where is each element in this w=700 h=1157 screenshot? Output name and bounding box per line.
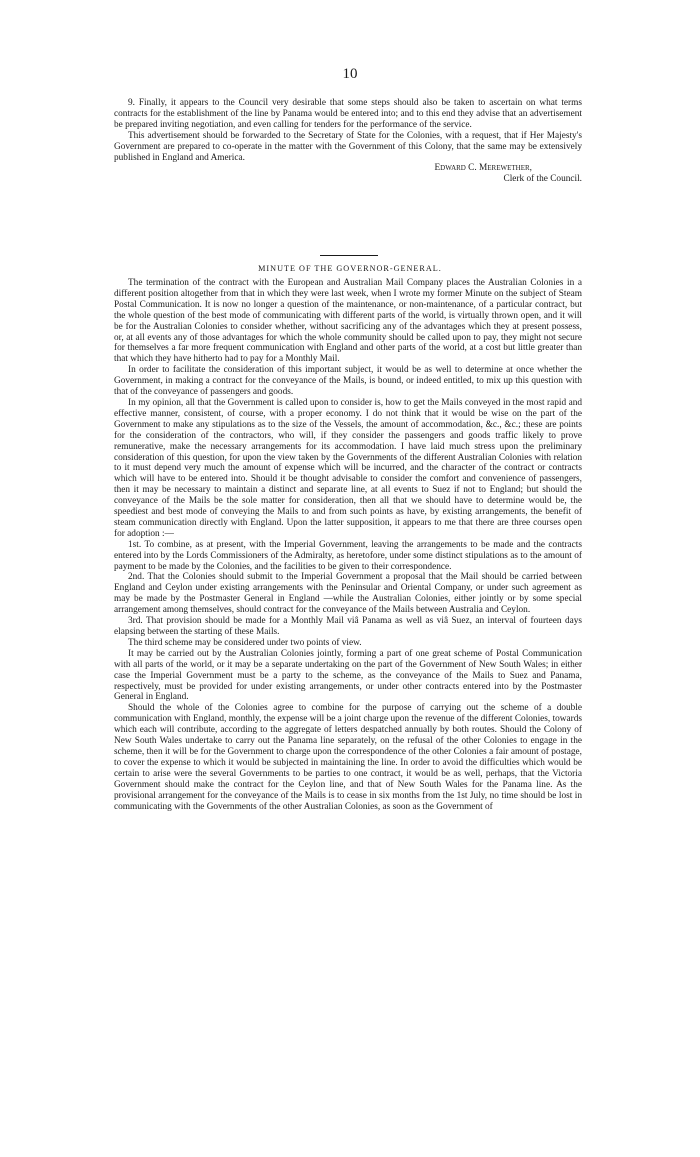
minute-paragraph: In my opinion, all that the Government is called upon to consider is, how to get the Mails conveyed in the most rapid and effective manner, consistent, of course, with a proper economy. I do not think that it would be wise on the part of the Government to make any stipulations as to the size of the Vessels, the amount of accommodation, &c., &c.; these are points for the consideration of the contractors, who will, if they consider the passengers and goods traffic likely to prove remunerative, make the necessary arrangements for its accommodation. I have laid much stress upon the preliminary consideration of this question, for upon the view taken by the Governments of the different Australian Colonies with relation to it must depend very much the amount of expense which will be incurred, and the character of the contract or contracts which will have to be entered into. Should it be thought advisable to consider the comfort and convenience of passengers, then it may be necessary to maintain a distinct and separate line, at all events to Suez if not to England; but should the conveyance of the Mails be the sole matter for consideration, then all that we should have to determine would be, the speediest and best mode of conveying the Mails to and from such points as have, by existing arrangements, the benefit of steam communication directly with England. Upon the latter supposition, it appears to me that there are three courses open for adoption :—: [114, 397, 582, 539]
council-paragraph: This advertisement should be forwarded to the Secretary of State for the Colonies, with a request, that if Her Majesty's Government are prepared to co-operate in the matter with the Government of this Colony, that the same may be extensively published in England and America.: [114, 130, 582, 163]
council-report-conclusion: [114, 98, 582, 185]
minute-paragraph: It may be carried out by the Australian Colonies jointly, forming a part of one great scheme of Postal Communication with all parts of the world, or it may be a separate undertaking on the part of the Government of New South Wales; in either case the Imperial Government must be a party to the scheme, as the conveyance of the Mails to Suez and Panama, respectively, must be provided for under existing arrangements, or under other contracts entered into by the Postmaster General in England.: [114, 648, 582, 703]
minute-paragraph: 2nd. That the Colonies should submit to the Imperial Government a proposal that the Mail should be carried between England and Ceylon under existing arrangements with the Peninsular and Oriental Company, or under such agreement as may be made by the Postmaster General in England —while the Australian Colonies, either jointly or by some special arrangement among themselves, should contract for the conveyance of the Mails between Australia and Ceylon.: [114, 572, 582, 616]
minute-paragraph: In order to facilitate the consideration of this important subject, it would be as well to determine at once whether the Government, in making a contract for the conveyance of the Mails, is bound, or indeed entitled, to mix up this question with that of the conveyance of passengers and goods.: [114, 365, 582, 398]
council-paragraph: 9. Finally, it appears to the Council very desirable that some steps should also be taken to ascertain on what terms contracts for the establishment of the line by Panama would be entered into; and to this end they advise that an advertisement be prepared inviting negotiation, and even calling for tenders for the performance of the service.: [114, 98, 582, 130]
section-heading: MINUTE OF THE GOVERNOR-GENERAL.: [258, 264, 442, 273]
section-divider: [320, 255, 378, 256]
signature-name: Edward C. Merewether,: [434, 163, 532, 174]
page-number: 10: [342, 66, 358, 82]
minute-paragraph: 1st. To combine, as at present, with the Imperial Government, leaving the arrangements to be made and the contracts entered into by the Lords Commissioners of the Admiralty, as heretofore, under some distinct stipulations as to the amount of payment to be made by the Colonies, and the facilities to be given to their correspondence.: [114, 539, 582, 572]
minute-paragraph: Should the whole of the Colonies agree to combine for the purpose of carrying out the scheme of a double communication with England, monthly, the expense will be a joint charge upon the revenue of the different Colonies, towards which each will contribute, according to the aggregate of letters despatched annually by both routes. Should the Colony of New South Wales undertake to carry out the Panama line separately, on the refusal of the other Colonies to engage in the scheme, then it will be for the Government to charge upon the correspondence of the other Colonies a fair amount of postage, to cover the expense to which it would be subjected in maintaining the line. In order to avoid the difficulties which would be certain to arise were the several Governments to be parties to one contract, it would be as well, perhaps, that the Victoria Government should make the contract for the Ceylon line, and that of New South Wales for the Panama line. As the provisional arrangement for the conveyance of the Mails is to cease in six months from the 1st July, no time should be lost in communicating with the Governments of the other Australian Colonies, as soon as the Government of: [114, 703, 582, 812]
governor-minute-body: [114, 278, 582, 812]
minute-paragraph: The termination of the contract with the European and Australian Mail Company places the Australian Colonies in a different position altogether from that in which they were last week, when I wrote my former Minute on the subject of Steam Postal Communication. It is now no longer a question of the maintenance, or non-maintenance, of a particular contract, but the whole question of the best mode of communicating with different parts of the world, is virtually thrown open, and it will be for the Australian Colonies to consider whether, without sacrificing any of the advantages which they at present possess, or, at all events any of those advantages for which the whole community should be called upon to pay, they might not secure for themselves a far more frequent communication with England and other parts of the world, at a cost but little greater than that which they have hitherto had to pay for a Monthly Mail.: [114, 278, 582, 365]
signature-title: Clerk of the Council.: [503, 174, 582, 185]
minute-paragraph: The third scheme may be considered under two points of view.: [128, 637, 362, 648]
minute-paragraph: 3rd. That provision should be made for a Monthly Mail viâ Panama as well as viâ Suez, an interval of fourteen days elapsing between the starting of these Mails.: [114, 616, 582, 637]
